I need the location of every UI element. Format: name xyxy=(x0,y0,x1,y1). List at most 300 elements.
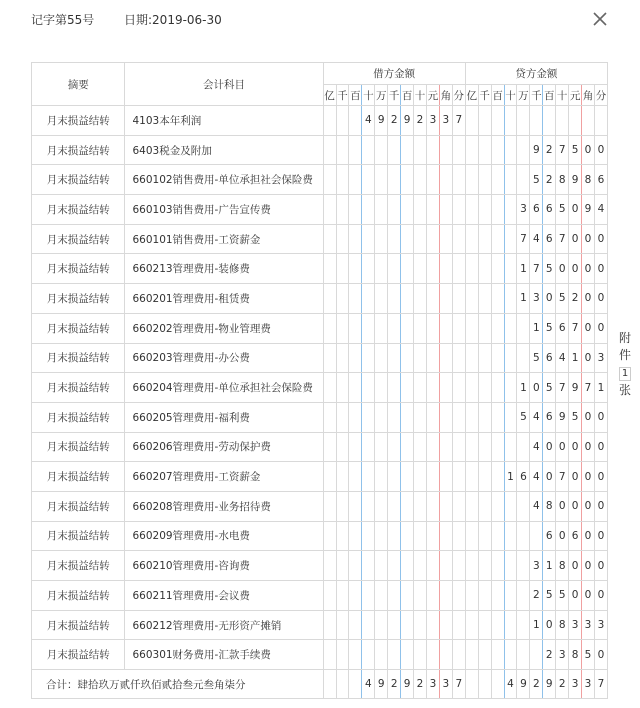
debit-digit xyxy=(323,224,336,254)
debit-digit xyxy=(426,551,439,581)
row-summary: 月末损益结转 xyxy=(32,254,125,284)
debit-digit xyxy=(426,313,439,343)
credit-digit: 5 xyxy=(569,135,582,165)
row-summary: 月末损益结转 xyxy=(32,313,125,343)
credit-digit: 4 xyxy=(594,195,607,225)
total-debit-digit: 2 xyxy=(414,670,427,699)
credit-digit xyxy=(491,373,504,403)
table-row[interactable] xyxy=(32,462,608,492)
debit-digit xyxy=(401,254,414,284)
total-credit-digit: 2 xyxy=(530,670,543,699)
debit-digit xyxy=(375,195,388,225)
total-debit-digit xyxy=(336,670,349,699)
credit-digit xyxy=(478,343,491,373)
credit-digit: 0 xyxy=(594,254,607,284)
credit-digit: 5 xyxy=(530,165,543,195)
debit-digit xyxy=(323,462,336,492)
credit-digit xyxy=(517,432,530,462)
credit-digit: 2 xyxy=(543,165,556,195)
debit-digit xyxy=(323,135,336,165)
debit-digit xyxy=(375,373,388,403)
debit-digit xyxy=(401,224,414,254)
credit-digit: 0 xyxy=(594,284,607,314)
debit-digit xyxy=(336,135,349,165)
debit-digit xyxy=(401,165,414,195)
debit-unit-header: 百 xyxy=(349,85,362,106)
credit-digit: 0 xyxy=(582,551,595,581)
table-row[interactable] xyxy=(32,551,608,581)
credit-unit-header: 亿 xyxy=(465,85,478,106)
debit-digit xyxy=(439,313,452,343)
credit-digit xyxy=(478,640,491,670)
debit-digit xyxy=(323,313,336,343)
credit-digit xyxy=(491,343,504,373)
credit-digit: 0 xyxy=(594,313,607,343)
debit-digit xyxy=(388,462,401,492)
credit-digit: 1 xyxy=(517,284,530,314)
total-credit-digit: 9 xyxy=(543,670,556,699)
debit-digit xyxy=(388,343,401,373)
debit-digit xyxy=(426,462,439,492)
credit-digit: 5 xyxy=(517,402,530,432)
row-account: 6403税金及附加 xyxy=(125,135,323,165)
table-row[interactable] xyxy=(32,313,608,343)
debit-digit xyxy=(362,343,375,373)
debit-digit: 7 xyxy=(452,106,465,136)
debit-digit xyxy=(375,551,388,581)
credit-digit xyxy=(478,462,491,492)
debit-digit xyxy=(401,610,414,640)
debit-digit xyxy=(426,284,439,314)
debit-digit xyxy=(336,284,349,314)
debit-digit xyxy=(362,610,375,640)
credit-digit xyxy=(478,165,491,195)
credit-digit: 2 xyxy=(530,581,543,611)
debit-digit xyxy=(375,432,388,462)
credit-digit xyxy=(491,254,504,284)
debit-digit xyxy=(336,402,349,432)
debit-unit-header: 亿 xyxy=(323,85,336,106)
debit-digit xyxy=(362,462,375,492)
credit-digit xyxy=(491,581,504,611)
total-credit-digit: 4 xyxy=(504,670,517,699)
debit-digit xyxy=(426,195,439,225)
credit-digit: 5 xyxy=(543,581,556,611)
credit-digit xyxy=(556,106,569,136)
debit-digit xyxy=(375,224,388,254)
table-row[interactable] xyxy=(32,254,608,284)
debit-digit xyxy=(323,106,336,136)
total-credit-digit: 2 xyxy=(556,670,569,699)
credit-digit: 0 xyxy=(594,640,607,670)
credit-digit: 6 xyxy=(594,165,607,195)
credit-digit xyxy=(465,551,478,581)
table-row[interactable] xyxy=(32,106,608,136)
debit-digit xyxy=(375,462,388,492)
debit-digit xyxy=(452,224,465,254)
credit-digit xyxy=(465,106,478,136)
debit-digit xyxy=(336,373,349,403)
credit-digit xyxy=(504,343,517,373)
table-row[interactable] xyxy=(32,402,608,432)
credit-digit xyxy=(504,581,517,611)
credit-digit xyxy=(478,254,491,284)
credit-digit: 6 xyxy=(517,462,530,492)
debit-digit xyxy=(426,224,439,254)
credit-digit xyxy=(504,284,517,314)
debit-digit xyxy=(375,284,388,314)
debit-digit xyxy=(375,313,388,343)
debit-digit xyxy=(439,373,452,403)
credit-digit: 7 xyxy=(530,254,543,284)
debit-digit xyxy=(452,432,465,462)
debit-digit xyxy=(349,313,362,343)
debit-digit xyxy=(336,195,349,225)
debit-digit xyxy=(401,135,414,165)
credit-digit: 1 xyxy=(530,610,543,640)
credit-digit xyxy=(491,313,504,343)
credit-digit xyxy=(465,521,478,551)
credit-digit: 0 xyxy=(543,284,556,314)
debit-digit xyxy=(426,521,439,551)
credit-digit: 0 xyxy=(569,195,582,225)
debit-digit: 4 xyxy=(362,106,375,136)
debit-digit xyxy=(452,402,465,432)
credit-digit: 0 xyxy=(582,432,595,462)
credit-digit: 9 xyxy=(569,373,582,403)
table-row[interactable] xyxy=(32,581,608,611)
debit-digit xyxy=(452,313,465,343)
table-row[interactable] xyxy=(32,284,608,314)
debit-digit xyxy=(362,224,375,254)
debit-digit xyxy=(375,640,388,670)
debit-digit xyxy=(414,551,427,581)
debit-digit xyxy=(414,343,427,373)
debit-digit xyxy=(323,373,336,403)
row-account: 660202管理费用-物业管理费 xyxy=(125,313,323,343)
debit-digit: 3 xyxy=(439,106,452,136)
total-debit-digit: 7 xyxy=(452,670,465,699)
debit-unit-header: 分 xyxy=(452,85,465,106)
row-summary: 月末损益结转 xyxy=(32,106,125,136)
table-row[interactable] xyxy=(32,343,608,373)
row-summary: 月末损益结转 xyxy=(32,343,125,373)
credit-digit xyxy=(530,106,543,136)
row-summary: 月末损益结转 xyxy=(32,284,125,314)
credit-digit: 6 xyxy=(543,402,556,432)
credit-digit: 6 xyxy=(543,224,556,254)
debit-digit xyxy=(439,432,452,462)
credit-digit: 8 xyxy=(556,610,569,640)
debit-digit xyxy=(452,284,465,314)
debit-digit xyxy=(426,640,439,670)
credit-digit xyxy=(465,402,478,432)
voucher-number: 记字第55号 xyxy=(31,13,95,27)
header-account: 会计科目 xyxy=(125,63,323,106)
row-summary: 月末损益结转 xyxy=(32,610,125,640)
credit-digit: 0 xyxy=(582,313,595,343)
debit-digit xyxy=(375,402,388,432)
debit-digit xyxy=(349,610,362,640)
debit-digit xyxy=(349,491,362,521)
credit-digit xyxy=(517,521,530,551)
debit-digit xyxy=(336,254,349,284)
credit-digit xyxy=(465,313,478,343)
table-row[interactable] xyxy=(32,640,608,670)
credit-digit xyxy=(517,165,530,195)
debit-digit xyxy=(362,432,375,462)
table-row[interactable] xyxy=(32,521,608,551)
debit-digit xyxy=(362,551,375,581)
credit-digit: 2 xyxy=(543,640,556,670)
attachment-count-value[interactable]: 1 xyxy=(619,367,631,381)
debit-digit xyxy=(414,254,427,284)
credit-digit xyxy=(543,106,556,136)
credit-digit: 5 xyxy=(556,284,569,314)
credit-digit: 0 xyxy=(556,254,569,284)
credit-digit: 0 xyxy=(582,491,595,521)
credit-digit: 0 xyxy=(556,491,569,521)
debit-digit xyxy=(439,402,452,432)
debit-digit xyxy=(388,581,401,611)
credit-digit: 7 xyxy=(569,313,582,343)
credit-digit: 1 xyxy=(530,313,543,343)
credit-digit xyxy=(504,551,517,581)
credit-unit-header: 千 xyxy=(478,85,491,106)
credit-digit: 3 xyxy=(530,551,543,581)
row-summary: 月末损益结转 xyxy=(32,165,125,195)
row-account: 4103本年利润 xyxy=(125,106,323,136)
credit-digit xyxy=(491,462,504,492)
debit-digit xyxy=(401,551,414,581)
row-account: 660205管理费用-福利费 xyxy=(125,402,323,432)
voucher-table xyxy=(31,62,608,699)
debit-digit xyxy=(401,491,414,521)
credit-digit: 5 xyxy=(530,343,543,373)
credit-digit: 3 xyxy=(582,610,595,640)
credit-digit: 3 xyxy=(569,610,582,640)
debit-digit xyxy=(323,165,336,195)
debit-digit: 9 xyxy=(375,106,388,136)
credit-digit xyxy=(465,373,478,403)
debit-digit xyxy=(323,581,336,611)
debit-digit xyxy=(452,373,465,403)
debit-digit xyxy=(349,462,362,492)
debit-digit xyxy=(439,165,452,195)
debit-digit xyxy=(362,640,375,670)
credit-digit: 8 xyxy=(543,491,556,521)
total-credit-digit xyxy=(478,670,491,699)
total-credit-digit: 9 xyxy=(517,670,530,699)
debit-digit xyxy=(388,224,401,254)
credit-digit: 0 xyxy=(594,135,607,165)
attachment-label-top: 附 xyxy=(618,331,631,345)
debit-digit xyxy=(452,581,465,611)
credit-digit xyxy=(478,313,491,343)
close-icon xyxy=(589,8,611,30)
credit-digit: 6 xyxy=(569,521,582,551)
credit-digit xyxy=(491,165,504,195)
debit-digit xyxy=(439,491,452,521)
credit-digit xyxy=(478,432,491,462)
debit-digit xyxy=(452,521,465,551)
table-row[interactable] xyxy=(32,224,608,254)
debit-digit xyxy=(375,581,388,611)
debit-digit xyxy=(452,254,465,284)
credit-digit: 0 xyxy=(582,402,595,432)
credit-digit xyxy=(504,402,517,432)
credit-digit xyxy=(478,373,491,403)
credit-digit: 0 xyxy=(582,135,595,165)
debit-digit xyxy=(349,551,362,581)
debit-digit xyxy=(388,491,401,521)
row-account: 660102销售费用-单位承担社会保险费 xyxy=(125,165,323,195)
credit-digit xyxy=(465,224,478,254)
table-row[interactable] xyxy=(32,165,608,195)
credit-digit: 4 xyxy=(530,491,543,521)
credit-digit xyxy=(491,402,504,432)
debit-digit xyxy=(362,254,375,284)
debit-digit xyxy=(426,165,439,195)
credit-digit: 7 xyxy=(517,224,530,254)
credit-unit-header: 角 xyxy=(582,85,595,106)
credit-digit xyxy=(478,610,491,640)
credit-digit: 0 xyxy=(594,551,607,581)
debit-digit xyxy=(439,254,452,284)
row-summary: 月末损益结转 xyxy=(32,491,125,521)
credit-digit: 6 xyxy=(543,343,556,373)
debit-digit xyxy=(388,165,401,195)
credit-digit xyxy=(478,551,491,581)
credit-digit xyxy=(504,610,517,640)
debit-digit xyxy=(439,640,452,670)
credit-digit: 1 xyxy=(594,373,607,403)
voucher-header xyxy=(0,0,640,38)
credit-digit xyxy=(504,165,517,195)
debit-digit xyxy=(401,581,414,611)
credit-digit: 5 xyxy=(569,402,582,432)
credit-digit: 0 xyxy=(530,373,543,403)
credit-digit xyxy=(465,491,478,521)
debit-unit-header: 元 xyxy=(426,85,439,106)
debit-digit xyxy=(414,581,427,611)
debit-digit xyxy=(439,343,452,373)
debit-digit xyxy=(336,313,349,343)
table-row[interactable] xyxy=(32,432,608,462)
credit-digit: 0 xyxy=(569,551,582,581)
debit-digit xyxy=(362,521,375,551)
debit-digit xyxy=(336,462,349,492)
debit-digit xyxy=(439,581,452,611)
credit-digit: 2 xyxy=(543,135,556,165)
header-summary: 摘要 xyxy=(32,63,125,106)
debit-digit xyxy=(388,373,401,403)
total-debit-digit xyxy=(323,670,336,699)
debit-digit xyxy=(336,521,349,551)
debit-digit xyxy=(323,640,336,670)
row-account: 660103销售费用-广告宣传费 xyxy=(125,195,323,225)
credit-unit-header: 百 xyxy=(491,85,504,106)
close-button[interactable] xyxy=(589,8,611,30)
debit-digit xyxy=(336,581,349,611)
total-debit-digit: 3 xyxy=(426,670,439,699)
debit-digit xyxy=(452,165,465,195)
credit-unit-header: 十 xyxy=(504,85,517,106)
credit-digit: 4 xyxy=(530,224,543,254)
credit-digit xyxy=(504,106,517,136)
debit-digit xyxy=(362,373,375,403)
table-row[interactable] xyxy=(32,373,608,403)
voucher-date: 日期:2019-06-30 xyxy=(124,13,222,27)
credit-digit xyxy=(530,640,543,670)
credit-digit xyxy=(517,640,530,670)
header-debit: 借方金额 xyxy=(323,63,465,85)
table-row[interactable] xyxy=(32,610,608,640)
debit-digit xyxy=(349,521,362,551)
debit-digit xyxy=(452,462,465,492)
debit-unit-header: 万 xyxy=(375,85,388,106)
credit-digit: 5 xyxy=(543,254,556,284)
debit-digit xyxy=(439,610,452,640)
debit-digit xyxy=(336,343,349,373)
credit-digit: 0 xyxy=(582,462,595,492)
debit-digit xyxy=(401,373,414,403)
debit-digit xyxy=(362,195,375,225)
debit-digit xyxy=(414,402,427,432)
credit-unit-header: 万 xyxy=(517,85,530,106)
credit-digit: 0 xyxy=(556,521,569,551)
debit-digit xyxy=(426,343,439,373)
credit-digit: 7 xyxy=(556,462,569,492)
credit-digit: 5 xyxy=(556,581,569,611)
debit-digit xyxy=(388,195,401,225)
table-row[interactable] xyxy=(32,135,608,165)
debit-digit xyxy=(414,135,427,165)
credit-digit xyxy=(491,610,504,640)
debit-digit xyxy=(414,521,427,551)
credit-digit: 8 xyxy=(556,165,569,195)
row-summary: 月末损益结转 xyxy=(32,462,125,492)
credit-digit: 3 xyxy=(530,284,543,314)
debit-unit-header: 角 xyxy=(439,85,452,106)
total-credit-digit xyxy=(465,670,478,699)
credit-digit xyxy=(517,106,530,136)
debit-digit xyxy=(336,640,349,670)
table-row[interactable] xyxy=(32,195,608,225)
debit-digit: 3 xyxy=(426,106,439,136)
credit-digit xyxy=(465,640,478,670)
credit-digit xyxy=(465,165,478,195)
debit-digit xyxy=(426,402,439,432)
total-debit-digit: 2 xyxy=(388,670,401,699)
table-row[interactable] xyxy=(32,491,608,521)
debit-unit-header: 十 xyxy=(414,85,427,106)
row-account: 660212管理费用-无形资产摊销 xyxy=(125,610,323,640)
credit-digit: 5 xyxy=(582,640,595,670)
debit-digit xyxy=(401,402,414,432)
debit-digit xyxy=(323,402,336,432)
credit-digit: 0 xyxy=(594,521,607,551)
credit-digit xyxy=(465,195,478,225)
credit-digit: 1 xyxy=(504,462,517,492)
credit-digit: 0 xyxy=(594,432,607,462)
credit-digit: 7 xyxy=(582,373,595,403)
debit-digit xyxy=(362,135,375,165)
credit-digit xyxy=(478,521,491,551)
debit-digit xyxy=(349,135,362,165)
credit-digit: 0 xyxy=(594,224,607,254)
row-account: 660206管理费用-劳动保护费 xyxy=(125,432,323,462)
